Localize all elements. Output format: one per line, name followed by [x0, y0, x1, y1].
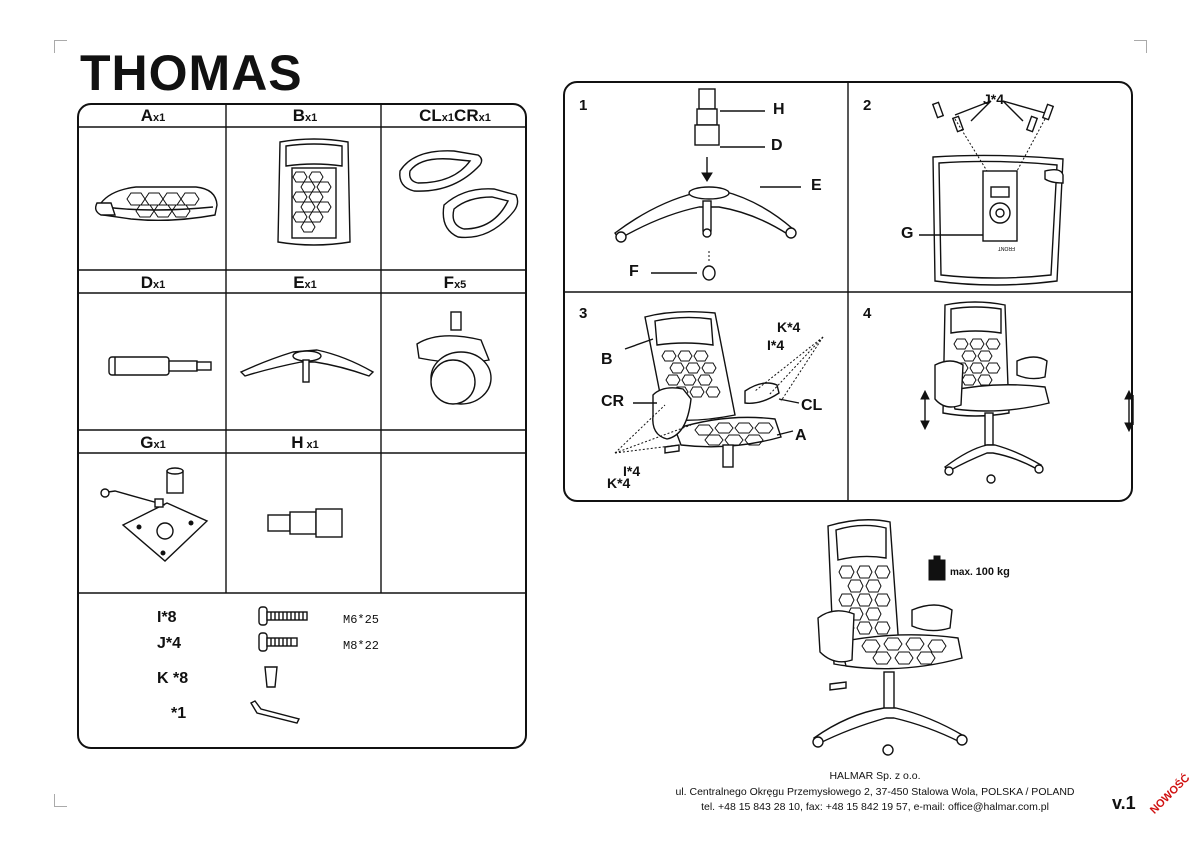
crop-mark-bottom-left	[54, 794, 67, 807]
part-header-b	[228, 105, 382, 127]
part-qty: x5	[454, 279, 467, 291]
part-letter: A	[140, 106, 154, 125]
bolt-m6-icon	[257, 605, 317, 627]
step3-label-b: B	[601, 351, 613, 368]
part-qty: x1	[153, 439, 166, 451]
step-number-1: 1	[579, 97, 588, 114]
part-header-h	[228, 432, 382, 454]
tilt-mechanism-illustration	[95, 465, 225, 575]
step1-illustration	[605, 83, 845, 293]
assembled-chair-illustration	[800, 514, 980, 754]
step1-label-h: H	[773, 101, 785, 118]
weight-icon	[928, 556, 946, 580]
weight-capacity	[950, 566, 1010, 578]
part-letter: H	[291, 433, 304, 452]
step2-label-g: G	[901, 225, 914, 242]
hardware-size-j: M8*22	[343, 639, 380, 653]
gas-lift-illustration	[101, 345, 221, 385]
step3-label-i-bottom: I*4	[623, 463, 641, 479]
part-header-e	[228, 272, 382, 294]
assembly-steps-panel	[563, 81, 1133, 502]
part-qty: x1	[478, 112, 491, 124]
step1-label-f: F	[629, 263, 639, 280]
armrests-illustration	[394, 141, 524, 251]
footer-address: ul. Centralnego Okręgu Przemysłowego 2, 37-450 Stalowa Wola, POLSKA / POLAND	[675, 786, 1075, 798]
part-header-g	[79, 432, 227, 454]
allen-key-icon	[247, 699, 303, 723]
part-letter: CR	[454, 106, 479, 125]
step3-label-k-top: K*4	[777, 319, 801, 335]
step4-illustration	[905, 295, 1125, 500]
washer-cap-icon	[261, 665, 281, 689]
caster-wheel-illustration	[409, 310, 499, 410]
part-letter: D	[140, 273, 154, 292]
telescopic-cover-illustration	[264, 505, 354, 545]
weight-value: 100 kg	[975, 566, 1010, 578]
seat-illustration	[91, 165, 221, 235]
step-number-3: 3	[579, 305, 588, 322]
hardware-size-i: M6*25	[343, 613, 380, 627]
part-qty: x1	[305, 112, 318, 124]
crop-mark-top-right	[1134, 40, 1147, 53]
product-title: THOMAS	[80, 45, 303, 101]
hardware-label-allen: *1	[171, 705, 187, 722]
step-number-4: 4	[863, 305, 872, 322]
step2-label-j: J*4	[983, 91, 1005, 107]
step1-label-d: D	[771, 137, 783, 154]
footer-contact: tel. +48 15 843 28 10, fax: +48 15 842 19 57, e-mail: office@halmar.com.pl	[701, 801, 1049, 813]
star-base-illustration	[237, 330, 377, 390]
part-header-f	[383, 272, 527, 294]
step3-label-a: A	[795, 427, 807, 444]
version-label: v.1	[1112, 793, 1136, 813]
crop-mark-top-left	[54, 40, 67, 53]
hardware-label-i: I*8	[157, 609, 177, 626]
front-marker: FRONT	[997, 245, 1015, 251]
footer-company: HALMAR Sp. z o.o.	[829, 770, 921, 782]
part-qty: x1	[153, 279, 166, 291]
bolt-m8-icon	[257, 631, 307, 653]
part-letter: F	[443, 273, 455, 292]
hardware-label-j: J*4	[157, 635, 182, 652]
part-header-a	[79, 105, 227, 127]
part-header-d	[79, 272, 227, 294]
hardware-label-k: K *8	[157, 670, 189, 687]
step-number-2: 2	[863, 97, 872, 114]
part-letter: G	[140, 433, 154, 452]
step1-label-e: E	[811, 177, 822, 194]
part-qty: x1	[153, 112, 166, 124]
step3-label-k-bottom: K*4	[607, 475, 631, 491]
weight-prefix: max.	[950, 567, 973, 578]
part-letter: E	[293, 273, 305, 292]
backrest-illustration	[274, 138, 354, 248]
part-header-cl-cr	[383, 105, 527, 127]
new-badge: NOWOŚĆ	[1148, 772, 1193, 817]
part-qty: x1	[303, 439, 319, 451]
part-letter: B	[292, 106, 306, 125]
step3-label-i-top: I*4	[767, 337, 785, 353]
part-qty: x1	[304, 279, 317, 291]
part-qty: x1	[441, 112, 455, 124]
parts-panel	[77, 103, 527, 749]
step3-label-cr: CR	[601, 393, 625, 410]
step2-illustration	[895, 83, 1135, 293]
step3-label-cl: CL	[801, 397, 823, 414]
part-letter: CL	[419, 106, 442, 125]
